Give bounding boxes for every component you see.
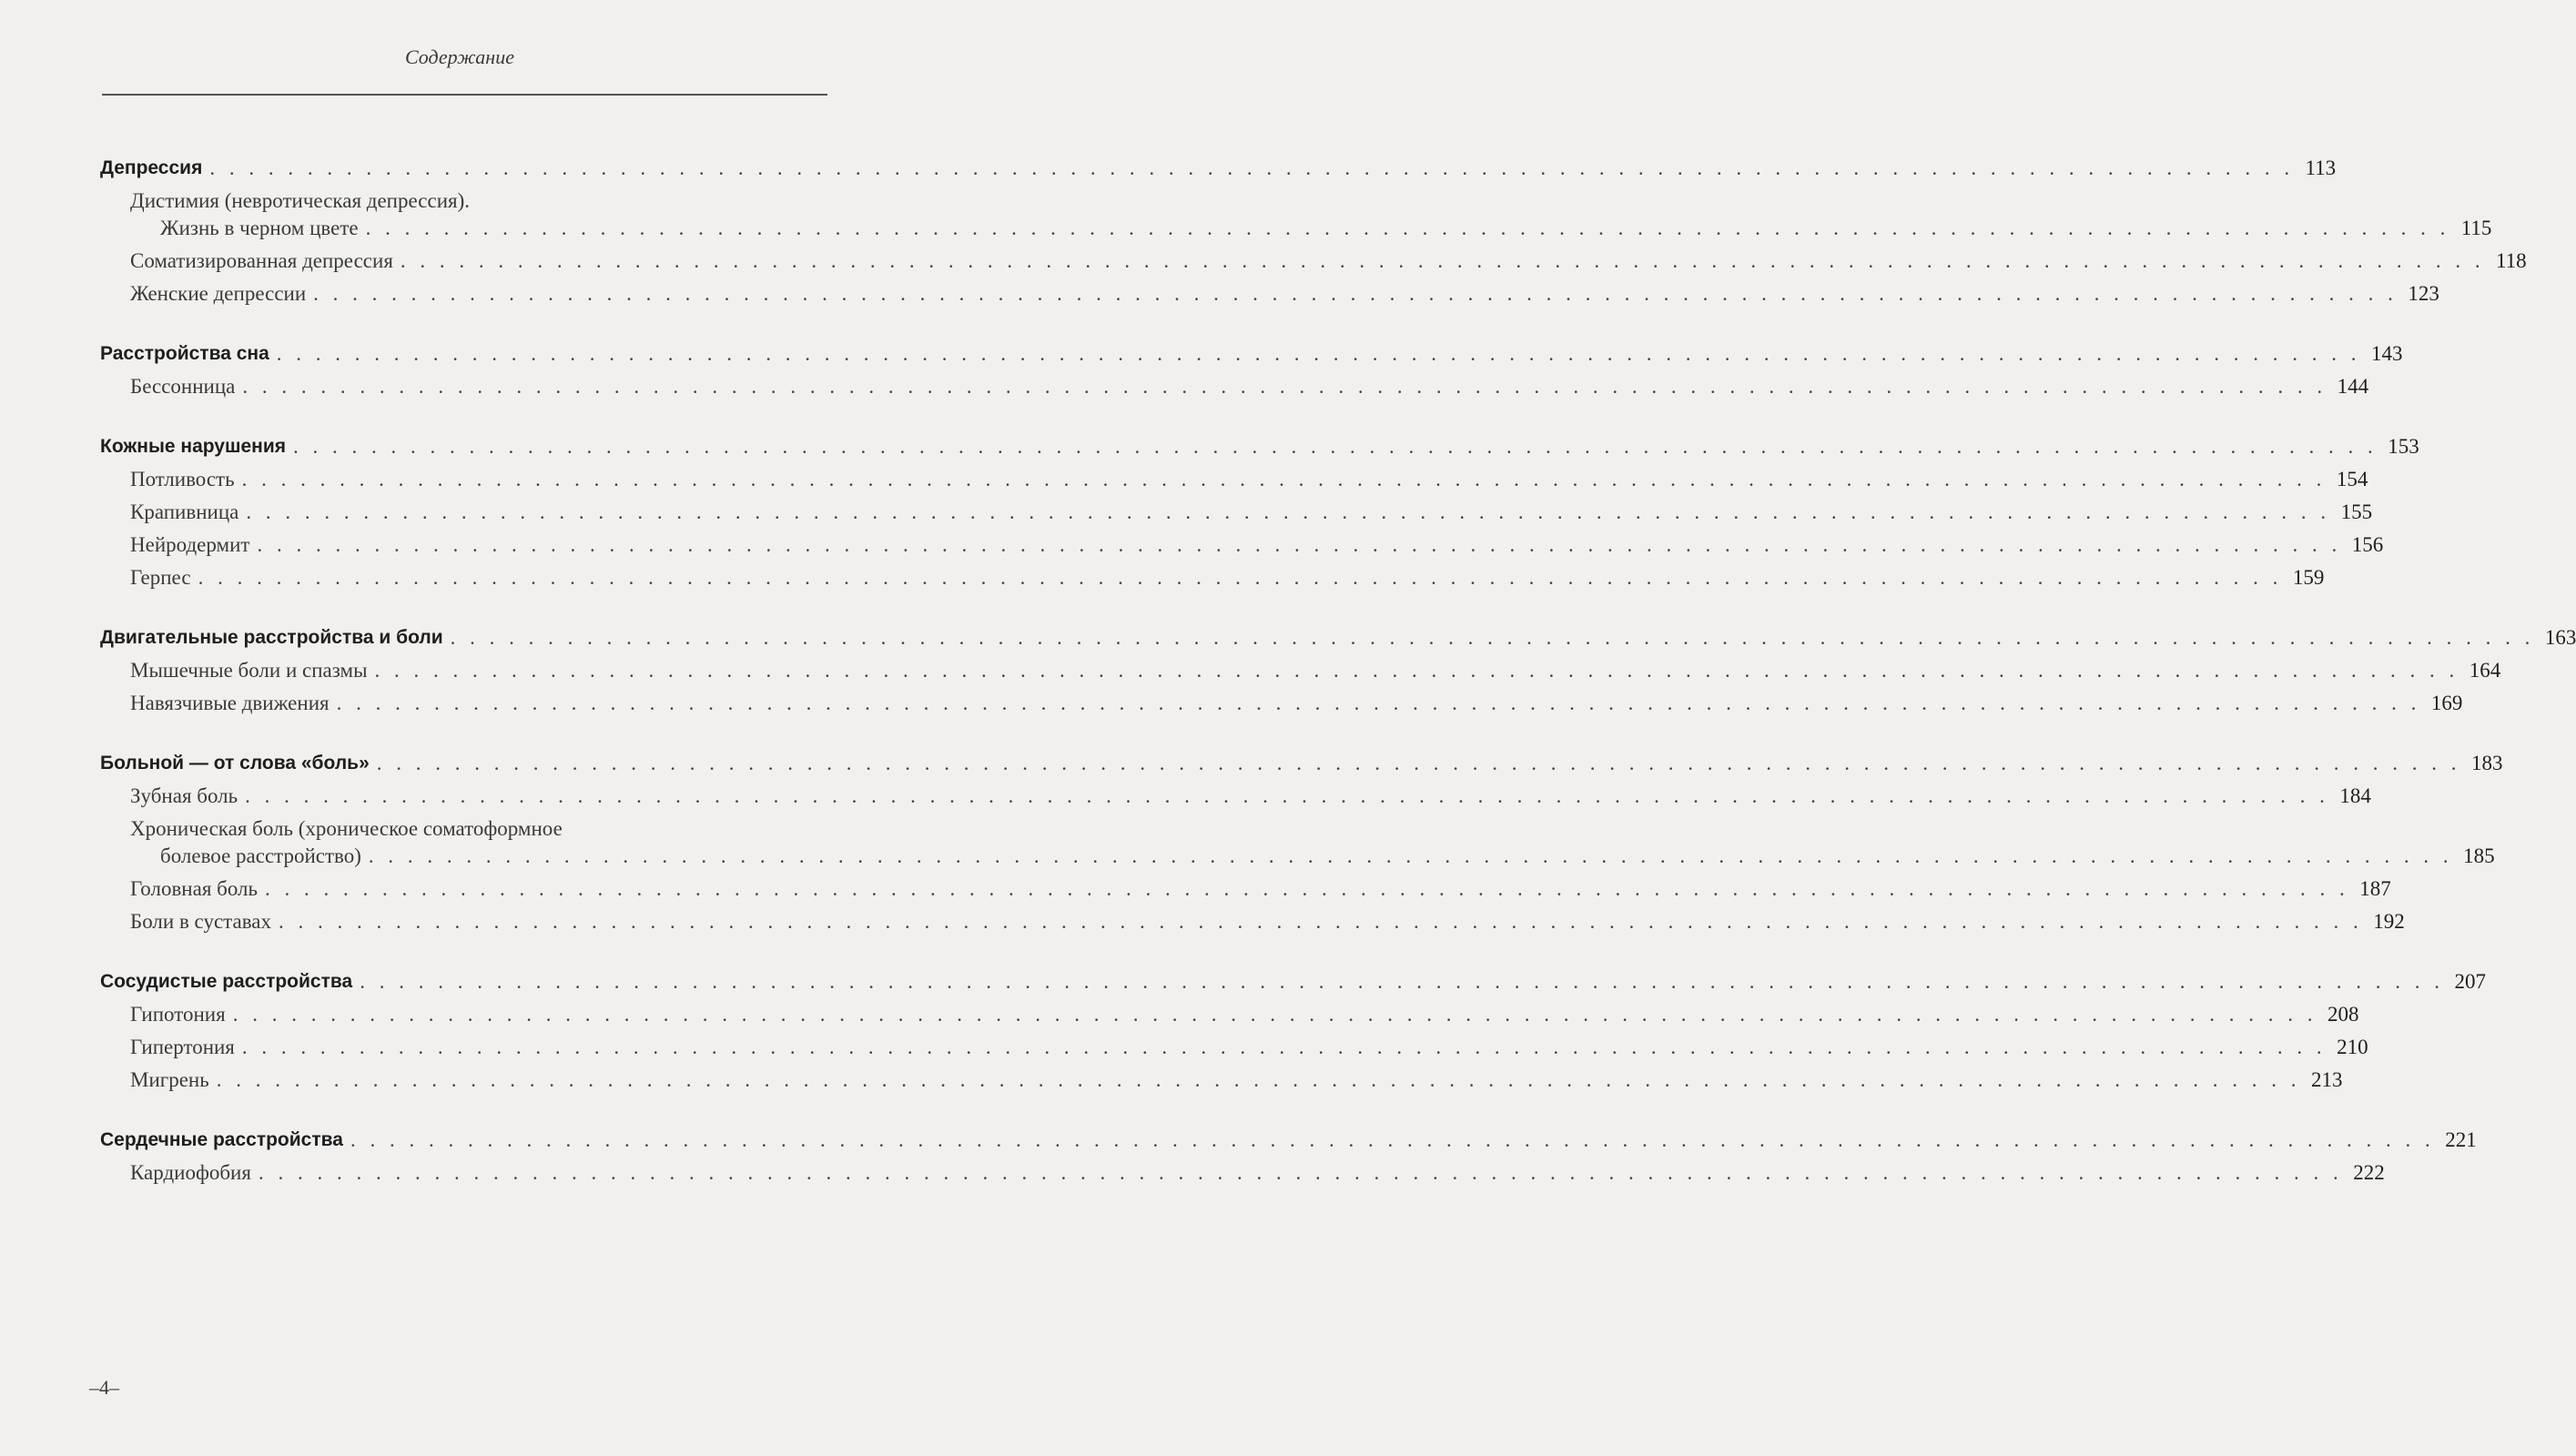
dot-leader: . . . . . . . . . . . . . . . . . . . . . . . . . . . . . . . . . . . . . . . . . . . . . . . . . . . . . . . . . . . . . . . . . . . . . . . . . . . . . . . . . . . . . . . . . . . . . . . . . . . . . . . . . . . xyxy=(198,566,2283,589)
dot-leader: . . . . . . . . . . . . . . . . . . . . . . . . . . . . . . . . . . . . . . . . . . . . . . . . . . . . . . . . . . . . . . . . . . . . . . . . . . . . . . . . . . . . . . . . . . . . . . . . . . . . . . . . . . . xyxy=(293,435,2378,458)
dot-leader: . . . . . . . . . . . . . . . . . . . . . . . . . . . . . . . . . . . . . . . . . . . . . . . . . . . . . . . . . . . . . . . . . . . . . . . . . . . . . . . . . . . . . . . . . . . . . . . . . . . . . . . . . . . xyxy=(276,342,2361,365)
toc-page-number: 118 xyxy=(2496,249,2527,272)
toc-heading-title: Двигательные расстройства и боли xyxy=(100,627,443,648)
toc-entry-row xyxy=(130,1001,2359,1028)
toc-heading-row xyxy=(100,433,2419,460)
dot-leader: . . . . . . . . . . . . . . . . . . . . . . . . . . . . . . . . . . . . . . . . . . . . . . . . . . . . . . . . . . . . . . . . . . . . . . . . . . . . . . . . . . . . . . . . . . . . . . . . . . . . . . . . . . . xyxy=(258,1161,2343,1184)
dot-leader: . . . . . . . . . . . . . . . . . . . . . . . . . . . . . . . . . . . . . . . . . . . . . . . . . . . . . . . . . . . . . . . . . . . . . . . . . . . . . . . . . . . . . . . . . . . . . . . . . . . . . . . . . . . xyxy=(242,375,2328,398)
toc-entry-row xyxy=(130,843,2495,870)
toc-page-number: 184 xyxy=(2339,784,2371,807)
dot-leader: . . . . . . . . . . . . . . . . . . . . . . . . . . . . . . . . . . . . . . . . . . . . . . . . . . . . . . . . . . . . . . . . . . . . . . . . . . . . . . . . . . . . . . . . . . . . . . . . . . . . . . . . . . . xyxy=(350,1128,2435,1151)
toc-section xyxy=(0,1127,2477,1187)
dot-leader: . . . . . . . . . . . . . . . . . . . . . . . . . . . . . . . . . . . . . . . . . . . . . . . . . . . . . . . . . . . . . . . . . . . . . . . . . . . . . . . . . . . . . . . . . . . . . . . . . . . . . . . . . . . xyxy=(368,844,2453,867)
toc-entry-row xyxy=(130,564,2325,592)
toc-entry-row xyxy=(130,373,2369,400)
toc-page-number: 113 xyxy=(2305,157,2337,179)
toc-section xyxy=(0,624,2576,717)
toc-page-number: 115 xyxy=(2460,217,2492,239)
dot-leader: . . . . . . . . . . . . . . . . . . . . . . . . . . . . . . . . . . . . . . . . . . . . . . . . . . . . . . . . . . . . . . . . . . . . . . . . . . . . . . . . . . . . . . . . . . . . . . . . . . . . . . . . . . . xyxy=(241,1036,2327,1058)
toc-section xyxy=(0,750,2503,935)
toc-entry-title: Боли в суставах xyxy=(130,910,271,933)
toc-entry-title: Крапивница xyxy=(130,500,239,523)
toc-entry-row xyxy=(130,657,2501,684)
toc-entry-row xyxy=(130,1034,2368,1061)
dot-leader: . . . . . . . . . . . . . . . . . . . . . . . . . . . . . . . . . . . . . . . . . . . . . . . . . . . . . . . . . . . . . . . . . . . . . . . . . . . . . . . . . . . . . . . . . . . . . . . . . . . . . . . . . . . xyxy=(257,533,2342,556)
toc-page-number: 208 xyxy=(2327,1003,2359,1026)
dot-leader: . . . . . . . . . . . . . . . . . . . . . . . . . . . . . . . . . . . . . . . . . . . . . . . . . . . . . . . . . . . . . . . . . . . . . . . . . . . . . . . . . . . . . . . . . . . . . . . . . . . . . . . . . . . xyxy=(216,1068,2301,1091)
toc-section xyxy=(0,340,2403,400)
toc-heading-title: Кожные нарушения xyxy=(100,436,287,457)
toc-page-number: 222 xyxy=(2353,1161,2385,1184)
toc-entry-title: Жизнь в черном цвете xyxy=(160,217,359,239)
toc-entry-row xyxy=(130,215,2492,242)
dot-leader: . . . . . . . . . . . . . . . . . . . . . . . . . . . . . . . . . . . . . . . . . . . . . . . . . . . . . . . . . . . . . . . . . . . . . . . . . . . . . . . . . . . . . . . . . . . . . . . . . . . . . . . . . . . xyxy=(278,910,2363,933)
toc-page-number: 153 xyxy=(2388,435,2419,458)
toc-entry-title-line1: Хроническая боль (хроническое соматоформное xyxy=(130,817,563,840)
header-rule xyxy=(102,94,827,96)
toc-entry-row xyxy=(130,908,2405,935)
toc-page-number: 159 xyxy=(2292,566,2325,589)
toc-section xyxy=(0,968,2486,1094)
toc-page-number: 221 xyxy=(2445,1128,2477,1151)
toc-page-number: 143 xyxy=(2371,342,2403,365)
toc-page-number: 213 xyxy=(2310,1068,2343,1091)
dot-leader: . . . . . . . . . . . . . . . . . . . . . . . . . . . . . . . . . . . . . . . . . . . . . . . . . . . . . . . . . . . . . . . . . . . . . . . . . . . . . . . . . . . . . . . . . . . . . . . . . . . . . . . . . . . xyxy=(232,1003,2317,1026)
dot-leader: . . . . . . . . . . . . . . . . . . . . . . . . . . . . . . . . . . . . . . . . . . . . . . . . . . . . . . . . . . . . . . . . . . . . . . . . . . . . . . . . . . . . . . . . . . . . . . . . . . . . . . . . . . . xyxy=(365,217,2450,239)
dot-leader: . . . . . . . . . . . . . . . . . . . . . . . . . . . . . . . . . . . . . . . . . . . . . . . . . . . . . . . . . . . . . . . . . . . . . . . . . . . . . . . . . . . . . . . . . . . . . . . . . . . . . . . . . . . xyxy=(246,500,2331,523)
toc-heading-row xyxy=(100,155,2337,182)
toc-entry-row xyxy=(130,875,2391,903)
toc-page-number: 144 xyxy=(2337,375,2369,398)
dot-leader: . . . . . . . . . . . . . . . . . . . . . . . . . . . . . . . . . . . . . . . . . . . . . . . . . . . . . . . . . . . . . . . . . . . . . . . . . . . . . . . . . . . . . . . . . . . . . . . . . . . . . . . . . . . xyxy=(374,659,2459,682)
toc-heading-title: Расстройства сна xyxy=(100,343,269,364)
toc-page-number: 210 xyxy=(2337,1036,2368,1058)
toc-page-number: 207 xyxy=(2454,970,2486,993)
page-folio: –4– xyxy=(89,1376,119,1399)
toc-entry-row xyxy=(130,280,2439,308)
toc-entry-row xyxy=(130,690,2463,717)
toc-heading-row xyxy=(100,1127,2477,1154)
toc-page-number: 156 xyxy=(2351,533,2384,556)
toc-page-number: 164 xyxy=(2469,659,2501,682)
toc-section xyxy=(0,433,2419,592)
dot-leader: . . . . . . . . . . . . . . . . . . . . . . . . . . . . . . . . . . . . . . . . . . . . . . . . . . . . . . . . . . . . . . . . . . . . . . . . . . . . . . . . . . . . . . . . . . . . . . . . . . . . . . . . . . . xyxy=(313,282,2398,305)
toc-entry-title: Герпес xyxy=(130,566,191,589)
toc-entry-title: Гипертония xyxy=(130,1036,235,1058)
toc-heading-row xyxy=(100,624,2576,652)
toc-entry-row xyxy=(130,499,2373,526)
toc-entry-title: Кардиофобия xyxy=(130,1161,251,1184)
toc-entry-title: болевое расстройство) xyxy=(160,844,361,867)
toc-entry-row xyxy=(130,783,2371,810)
toc-page-number: 192 xyxy=(2373,910,2405,933)
toc-entry-multiline xyxy=(130,187,2492,242)
toc-entry-title: Мигрень xyxy=(130,1068,209,1091)
toc-page-number: 169 xyxy=(2430,692,2463,714)
dot-leader: . . . . . . . . . . . . . . . . . . . . . . . . . . . . . . . . . . . . . . . . . . . . . . . . . . . . . . . . . . . . . . . . . . . . . . . . . . . . . . . . . . . . . . . . . . . . . . . . . . . . . . . . . . . xyxy=(241,468,2327,490)
dot-leader: . . . . . . . . . . . . . . . . . . . . . . . . . . . . . . . . . . . . . . . . . . . . . . . . . . . . . . . . . . . . . . . . . . . . . . . . . . . . . . . . . . . . . . . . . . . . . . . . . . . . . . . . . . . xyxy=(450,626,2535,649)
toc-heading-row xyxy=(100,750,2503,777)
toc-heading-row xyxy=(100,340,2403,368)
toc-page-number: 154 xyxy=(2336,468,2368,490)
toc-entry-title: Нейродермит xyxy=(130,533,250,556)
toc-entry-row xyxy=(130,466,2368,493)
toc-heading-title: Депрессия xyxy=(100,157,203,178)
toc-heading-row xyxy=(100,968,2486,996)
toc-entry-title: Гипотония xyxy=(130,1003,226,1026)
toc-section xyxy=(0,155,2527,308)
dot-leader: . . . . . . . . . . . . . . . . . . . . . . . . . . . . . . . . . . . . . . . . . . . . . . . . . . . . . . . . . . . . . . . . . . . . . . . . . . . . . . . . . . . . . . . . . . . . . . . . . . . . . . . . . . . xyxy=(265,877,2349,900)
table-of-contents xyxy=(0,155,2576,1219)
toc-entry-row xyxy=(130,1067,2343,1094)
toc-entry-title: Мышечные боли и спазмы xyxy=(130,659,368,682)
toc-entry-row xyxy=(130,248,2527,275)
dot-leader: . . . . . . . . . . . . . . . . . . . . . . . . . . . . . . . . . . . . . . . . . . . . . . . . . . . . . . . . . . . . . . . . . . . . . . . . . . . . . . . . . . . . . . . . . . . . . . . . . . . . . . . . . . . xyxy=(336,692,2421,714)
toc-page-number: 185 xyxy=(2463,844,2495,867)
toc-page-number: 123 xyxy=(2408,282,2439,305)
dot-leader: . . . . . . . . . . . . . . . . . . . . . . . . . . . . . . . . . . . . . . . . . . . . . . . . . . . . . . . . . . . . . . . . . . . . . . . . . . . . . . . . . . . . . . . . . . . . . . . . . . . . . . . . . . . xyxy=(400,249,2485,272)
toc-page-number: 187 xyxy=(2359,877,2391,900)
toc-entry-row xyxy=(130,531,2384,559)
dot-leader: . . . . . . . . . . . . . . . . . . . . . . . . . . . . . . . . . . . . . . . . . . . . . . . . . . . . . . . . . . . . . . . . . . . . . . . . . . . . . . . . . . . . . . . . . . . . . . . . . . . . . . . . . . . xyxy=(245,784,2329,807)
toc-entry-title-line1: Дистимия (невротическая депрессия). xyxy=(130,189,470,212)
toc-heading-title: Больной — от слова «боль» xyxy=(100,753,370,774)
toc-entry-row xyxy=(130,1159,2385,1187)
toc-page-number: 183 xyxy=(2471,752,2503,774)
toc-entry-multiline xyxy=(130,815,2495,870)
dot-leader: . . . . . . . . . . . . . . . . . . . . . . . . . . . . . . . . . . . . . . . . . . . . . . . . . . . . . . . . . . . . . . . . . . . . . . . . . . . . . . . . . . . . . . . . . . . . . . . . . . . . . . . . . . . xyxy=(376,752,2461,774)
toc-entry-title: Зубная боль xyxy=(130,784,238,807)
dot-leader: . . . . . . . . . . . . . . . . . . . . . . . . . . . . . . . . . . . . . . . . . . . . . . . . . . . . . . . . . . . . . . . . . . . . . . . . . . . . . . . . . . . . . . . . . . . . . . . . . . . . . . . . . . . xyxy=(209,157,2295,179)
running-head: Содержание xyxy=(404,46,514,68)
toc-heading-title: Сосудистые расстройства xyxy=(100,971,353,992)
toc-entry-title: Бессонница xyxy=(130,375,236,398)
toc-entry-title: Потливость xyxy=(130,468,235,490)
toc-entry-title: Навязчивые движения xyxy=(130,692,330,714)
toc-entry-title: Головная боль xyxy=(130,877,259,900)
toc-entry-title: Соматизированная депрессия xyxy=(130,249,393,272)
toc-page-number: 155 xyxy=(2340,500,2373,523)
dot-leader: . . . . . . . . . . . . . . . . . . . . . . . . . . . . . . . . . . . . . . . . . . . . . . . . . . . . . . . . . . . . . . . . . . . . . . . . . . . . . . . . . . . . . . . . . . . . . . . . . . . . . . . . . . . xyxy=(360,970,2444,993)
toc-entry-title: Женские депрессии xyxy=(130,282,307,305)
toc-page-number: 163 xyxy=(2544,626,2576,649)
toc-heading-title: Сердечные расстройства xyxy=(100,1129,343,1150)
